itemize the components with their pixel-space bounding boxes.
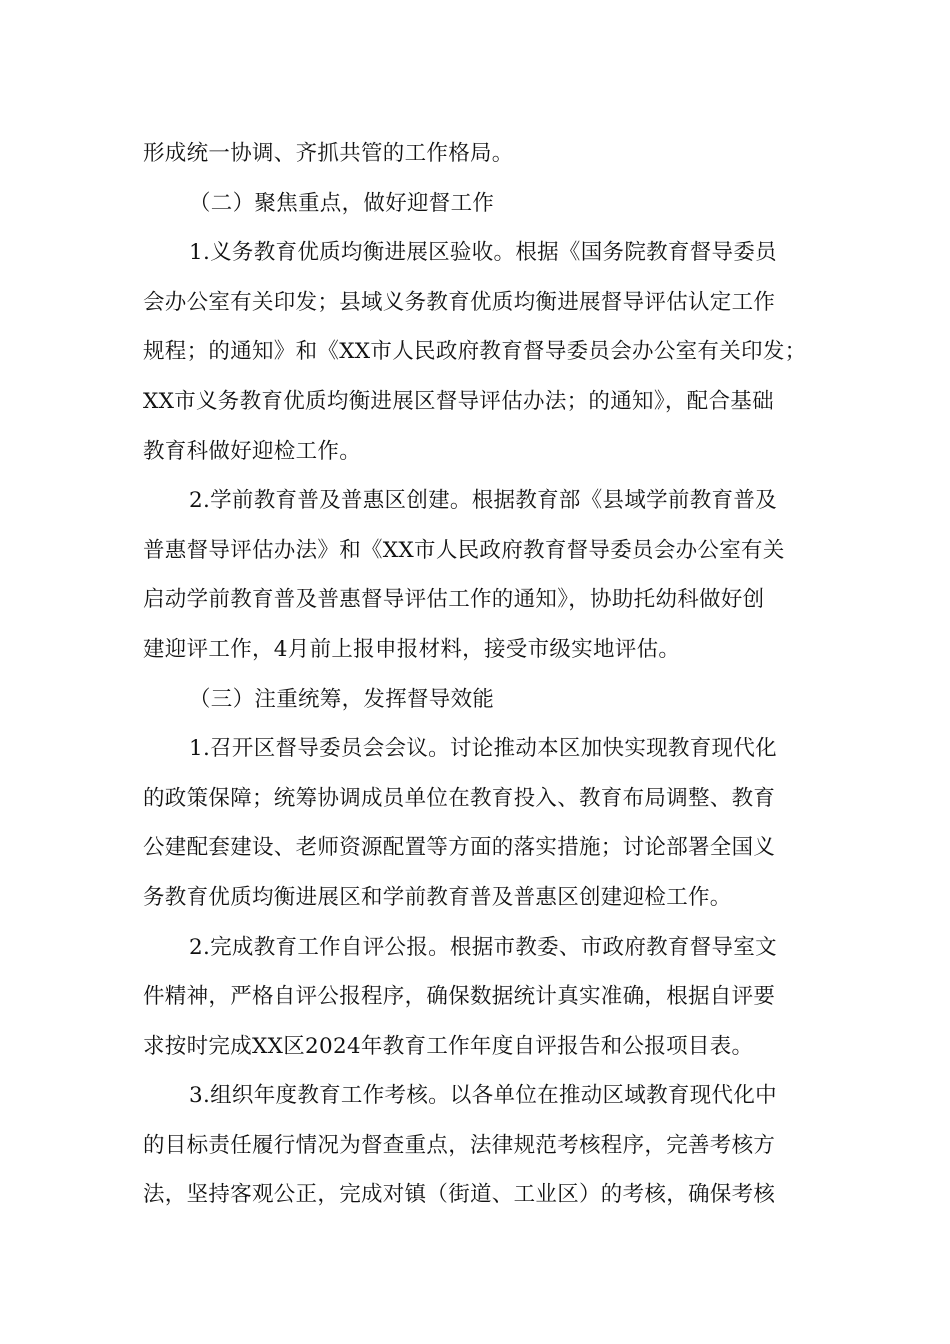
- text-line: 建迎评工作，4月前上报申报材料，接受市级实地评估。: [143, 636, 681, 662]
- text-line: 规程；的通知》和《XX市人民政府教育督导委员会办公室有关印发；: [143, 339, 807, 365]
- text-line: 会办公室有关印发；县域义务教育优质均衡进展督导评估认定工作: [143, 289, 776, 315]
- text-line: 件精神，严格自评公报程序，确保数据统计真实准确，根据自评要: [143, 984, 776, 1010]
- text-line: 法，坚持客观公正，完成对镇（街道、工业区）的考核，确保考核: [143, 1182, 776, 1208]
- text-line: 3.组织年度教育工作考核。以各单位在推动区域教育现代化中: [189, 1083, 777, 1109]
- text-line: 的目标责任履行情况为督查重点，法律规范考核程序，完善考核方: [143, 1132, 776, 1158]
- text-line: 1.召开区督导委员会会议。讨论推动本区加快实现教育现代化: [189, 736, 777, 762]
- text-line: 公建配套建设、老师资源配置等方面的落实措施；讨论部署全国义: [143, 835, 776, 861]
- text-line: 1.义务教育优质均衡进展区验收。根据《国务院教育督导委员: [189, 240, 777, 266]
- text-line: 启动学前教育普及普惠督导评估工作的通知》，协助托幼科做好创: [143, 587, 765, 613]
- text-line: 的政策保障；统筹协调成员单位在教育投入、教育布局调整、教育: [143, 785, 776, 811]
- text-line: XX市义务教育优质均衡进展区督导评估办法；的通知》，配合基础: [143, 388, 774, 414]
- text-line: 2.学前教育普及普惠区创建。根据教育部《县域学前教育普及: [189, 488, 777, 514]
- text-line: 求按时完成XX区2024年教育工作年度自评报告和公报项目表。: [143, 1033, 754, 1059]
- section-heading: （二）聚焦重点，做好迎督工作: [189, 190, 495, 216]
- section-heading: （三）注重统筹，发挥督导效能: [189, 686, 495, 712]
- text-line: 务教育优质均衡进展区和学前教育普及普惠区创建迎检工作。: [143, 884, 732, 910]
- text-line: 普惠督导评估办法》和《XX市人民政府教育督导委员会办公室有关: [143, 537, 785, 563]
- text-line: 形成统一协调、齐抓共管的工作格局。: [143, 141, 514, 166]
- text-line: 教育科做好迎检工作。: [143, 438, 362, 464]
- text-line: 2.完成教育工作自评公报。根据市教委、市政府教育督导室文: [189, 934, 777, 960]
- document-body: [143, 129, 813, 1220]
